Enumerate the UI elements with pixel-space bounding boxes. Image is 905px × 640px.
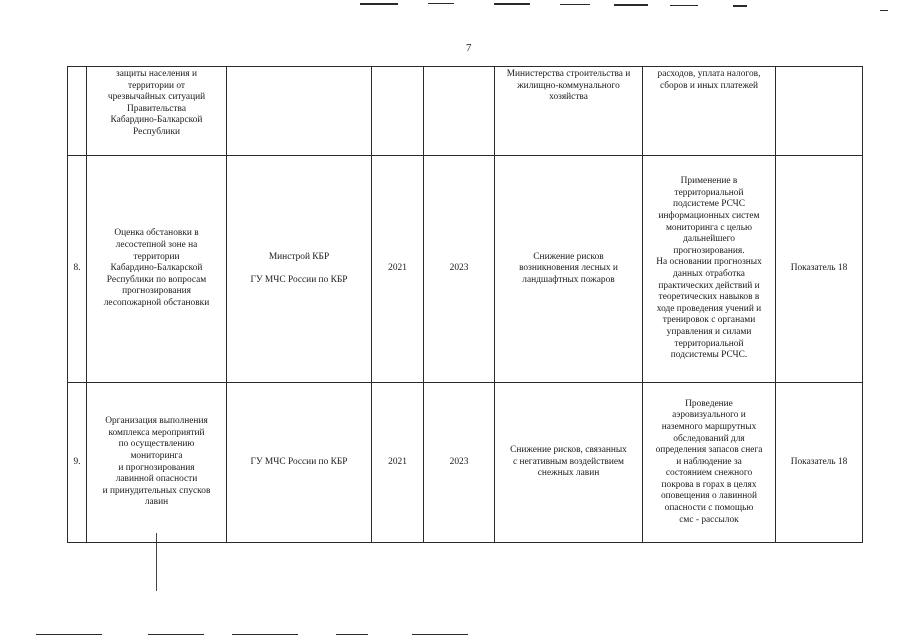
start-year-cell: [372, 67, 424, 156]
page-number: 7: [466, 42, 472, 54]
table-row: [68, 67, 863, 156]
event-cell: Организация выполнения комплекса мероприятий по осуществлению мониторинга и прогнозирования лавинной опасности и принудительных спусков лавин: [87, 383, 227, 543]
result-cell: Снижение рисков возникновения лесных и ландшафтных пожаров: [495, 156, 643, 383]
scan-artifact-bottom-3: [232, 634, 298, 635]
executor-cell: Минстрой КБР ГУ МЧС России по КБР: [227, 156, 372, 383]
scan-artifact-bottom-2: [148, 634, 204, 635]
scan-artifact-top-3: [494, 3, 530, 5]
event-cell: защиты населения и территории от чрезвычайных ситуаций Правительства Кабардино-Балкарской Республики: [87, 67, 227, 156]
result-cell: Министерства строительства и жилищно-коммунального хозяйства: [495, 67, 643, 156]
scan-artifact-top-5: [614, 4, 648, 6]
table-row: [68, 156, 863, 383]
indicator-cell: [776, 67, 863, 156]
scan-artifact-top-7: [733, 5, 747, 7]
row-number: [68, 67, 87, 156]
indicator-cell: Показатель 18: [776, 383, 863, 543]
end-year-cell: [424, 67, 495, 156]
row-number: 8.: [68, 156, 87, 383]
scan-artifact-top-6: [670, 5, 698, 6]
row-number: 9.: [68, 383, 87, 543]
scan-artifact-bottom-5: [412, 634, 468, 635]
end-year-cell: 2023: [424, 156, 495, 383]
result-cell: Снижение рисков, связанных с негативным воздействием снежных лавин: [495, 383, 643, 543]
direction-cell: Применение в территориальной подсистеме РСЧС информационных систем мониторинга с целью дальнейшего прогнозирования. На основании прогнозных данных отработка практических действий и теоретических навыков в ходе проведения учений и тренировок с органами управления и силами территориальной подсистемы РСЧС.: [643, 156, 776, 383]
event-cell: Оценка обстановки в лесостепной зоне на территории Кабардино-Балкарской Республики по вопросам прогнозирования лесопожарной обстановки: [87, 156, 227, 383]
indicator-cell: Показатель 18: [776, 156, 863, 383]
direction-cell: расходов, уплата налогов, сборов и иных платежей: [643, 67, 776, 156]
activities-table: [67, 66, 863, 543]
direction-cell: Проведение аэровизуального и наземного маршрутных обследований для определения запасов снега и наблюдение за состоянием снежного покрова в горах в целях оповещения о лавинной опасности с помощью смс - рассылок: [643, 383, 776, 543]
scan-artifact-bottom-4: [336, 634, 368, 635]
table-row: [68, 383, 863, 543]
scan-artifact-bottom-1: [36, 634, 102, 635]
scan-artifact-top-4: [560, 4, 590, 5]
start-year-cell: 2021: [372, 156, 424, 383]
end-year-cell: 2023: [424, 383, 495, 543]
scan-artifact-top-1: [360, 3, 398, 5]
scan-artifact-top-2: [428, 3, 454, 4]
executor-cell: ГУ МЧС России по КБР: [227, 383, 372, 543]
executor-cell: [227, 67, 372, 156]
start-year-cell: 2021: [372, 383, 424, 543]
scan-artifact-top-8: [880, 10, 888, 11]
